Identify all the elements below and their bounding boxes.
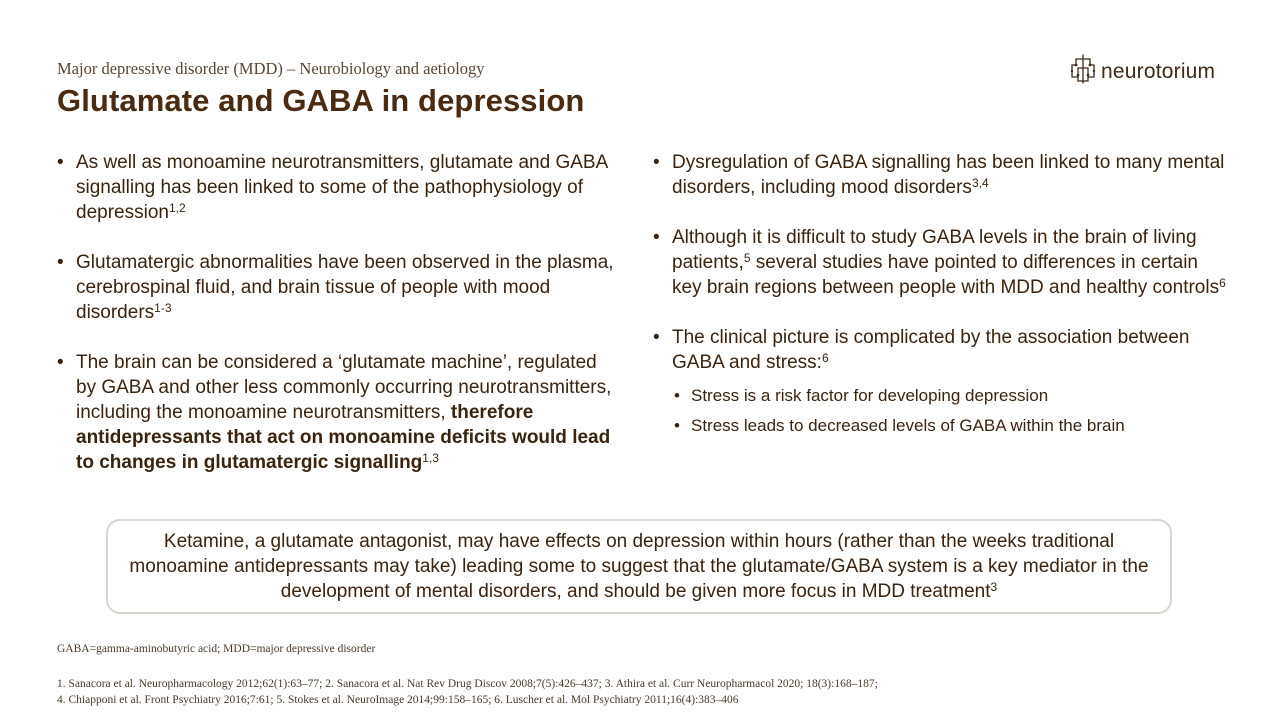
bullet-item	[653, 150, 1228, 200]
bullet-text: Glutamatergic abnormalities have been observed in the plasma, cerebrospinal fluid, and brain tissue of people with mood disorders	[76, 252, 614, 323]
citation: 6	[1219, 276, 1226, 290]
bullet-text: The brain can be considered a ‘glutamate machine’, regulated by GABA and other less commonly occurring neurotransmitters, including the monoamine neurotransmitters,	[76, 352, 612, 423]
ketamine-callout-box	[106, 519, 1172, 614]
right-column	[653, 150, 1228, 466]
brain-network-icon	[1071, 54, 1095, 89]
citation: 5	[743, 251, 751, 265]
bullet-item	[57, 350, 617, 475]
page-title: Glutamate and GABA in depression	[57, 83, 585, 118]
citation: 1-3	[154, 301, 172, 315]
citation: 1,2	[168, 201, 186, 215]
references-line: 4. Chiapponi et al. Front Psychiatry 2016;7:61; 5. Stokes et al. NeuroImage 2014;99:158–165; 6. Luscher et al. Mol Psychiatry 2011;16(4):383–406	[57, 694, 739, 706]
callout-content	[120, 529, 1158, 604]
citation: 3	[990, 580, 998, 594]
sub-bullet-item: • Stress leads to decreased levels of GABA within the brain	[672, 411, 1228, 441]
references-footnote	[57, 676, 878, 708]
left-column	[57, 150, 617, 500]
callout-text: Ketamine, a glutamate antagonist, may have effects on depression within hours (rather than the weeks traditional monoamine antidepressants may take) leading some to suggest that the glutamate/GABA system is a key mediator in the development of mental disorders, and should be given more focus in MDD treatment	[129, 531, 1149, 602]
abbreviations-footnote: GABA=gamma-aminobutyric acid; MDD=major depressive disorder	[57, 643, 376, 655]
citation: 6	[821, 351, 829, 365]
bullet-item	[653, 325, 1228, 441]
bullet-text: As well as monoamine neurotransmitters, glutamate and GABA signalling has been linked to some of the pathophysiology of depression	[76, 152, 608, 223]
sub-bullet-item: • Stress is a risk factor for developing depression	[672, 381, 1228, 411]
bullet-emphasis: therefore antidepressants that act on monoamine deficits would lead to changes in glutamatergic signalling	[76, 402, 611, 473]
bullet-text: Although it is difficult to study GABA levels in the brain of living patients,	[672, 227, 1197, 273]
section-subtitle: Major depressive disorder (MDD) – Neurobiology and aetiology	[57, 59, 485, 78]
bullet-text: The clinical picture is complicated by the association between GABA and stress:	[672, 327, 1190, 373]
bullet-item	[57, 150, 617, 225]
sub-bullet-list	[672, 381, 1228, 441]
logo-wordmark: neurotorium	[1101, 59, 1216, 83]
neurotorium-logo[interactable]	[1071, 54, 1215, 89]
references-line: 1. Sanacora et al. Neuropharmacology 2012;62(1):63–77; 2. Sanacora et al. Nat Rev Drug Discov 2008;7(5):426–437; 3. Athira et al. Curr Neuropharmacol 2020; 18(3):168–187;	[57, 678, 878, 690]
citation: 1,3	[422, 451, 439, 465]
bullet-item	[653, 225, 1228, 300]
bullet-text: several studies have pointed to differences in certain key brain regions between people with MDD and healthy controls	[672, 252, 1220, 298]
citation: 3,4	[971, 176, 989, 190]
bullet-text: Dysregulation of GABA signalling has been linked to many mental disorders, including mood disorders	[672, 152, 1225, 198]
bullet-item	[57, 250, 617, 325]
